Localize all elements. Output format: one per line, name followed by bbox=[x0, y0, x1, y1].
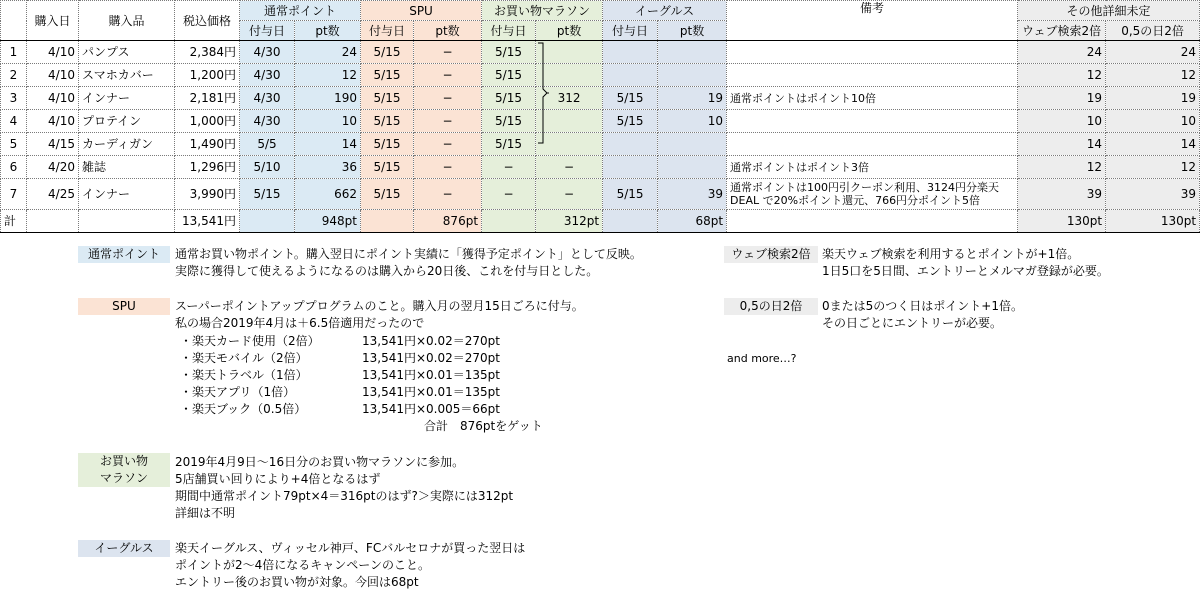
cell-n-date: 5/5 bbox=[240, 133, 295, 156]
cell-price: 2,384円 bbox=[175, 41, 240, 64]
cell-m-pt bbox=[536, 64, 603, 87]
spu-item-name: ・楽天モバイル（2倍） bbox=[180, 351, 308, 365]
note-line: 私の場合2019年4月は＋6.5倍適用だったので bbox=[175, 316, 425, 330]
note-line: 2019年4月9日〜16日分のお買い物マラソンに参加。 bbox=[175, 455, 465, 469]
table-row bbox=[1, 110, 1200, 133]
sub-web: ウェブ検索2倍 bbox=[1018, 21, 1106, 41]
total-d05: 130pt bbox=[1106, 210, 1200, 233]
note-line: 楽天ウェブ検索を利用するとポイントが+1倍。 bbox=[822, 247, 1080, 261]
spu-item-calc: 13,541円×0.01＝135pt bbox=[362, 368, 500, 382]
tag-marathon bbox=[78, 453, 170, 487]
points-table bbox=[0, 0, 1200, 233]
total-web: 130pt bbox=[1018, 210, 1106, 233]
cell-n-pt: 190 bbox=[295, 87, 361, 110]
cell-web: 12 bbox=[1018, 156, 1106, 179]
cell-date: 4/25 bbox=[27, 179, 79, 210]
cell-e-date: 5/15 bbox=[603, 87, 658, 110]
note-line: 通常お買い物ポイント。購入翌日にポイント実績に「獲得予定ポイント」として反映。 bbox=[175, 247, 642, 261]
cell-web: 24 bbox=[1018, 41, 1106, 64]
cell-s-pt: − bbox=[414, 110, 482, 133]
tag-spu: SPU bbox=[78, 298, 170, 315]
cell-s-date: 5/15 bbox=[361, 133, 414, 156]
note-line: 詳細は不明 bbox=[175, 506, 236, 520]
cell-item: スマホカバー bbox=[79, 64, 175, 87]
table-row bbox=[1, 133, 1200, 156]
spu-item-calc: 13,541円×0.01＝135pt bbox=[362, 385, 500, 399]
col-normal: 通常ポイント bbox=[240, 1, 361, 21]
cell-e-pt: 39 bbox=[658, 179, 727, 210]
note-line: エントリー後のお買い物が対象。今回は68pt bbox=[175, 575, 419, 589]
cell-date: 4/10 bbox=[27, 41, 79, 64]
cell-s-pt: − bbox=[414, 64, 482, 87]
note-normal bbox=[175, 246, 642, 280]
cell-date: 4/15 bbox=[27, 133, 79, 156]
spu-sum: 合計 876ptをゲット bbox=[424, 419, 543, 433]
cell-d05: 10 bbox=[1106, 110, 1200, 133]
cell-s-pt: − bbox=[414, 156, 482, 179]
cell-e-pt bbox=[658, 133, 727, 156]
cell-m-date: − bbox=[482, 179, 536, 210]
cell-price: 1,296円 bbox=[175, 156, 240, 179]
total-marathon-pt: 312pt bbox=[536, 210, 603, 233]
cell-n-date: 4/30 bbox=[240, 41, 295, 64]
cell-d05: 12 bbox=[1106, 64, 1200, 87]
cell-note bbox=[727, 110, 1018, 133]
cell-n-pt: 662 bbox=[295, 179, 361, 210]
cell-web: 14 bbox=[1018, 133, 1106, 156]
cell-m-date: 5/15 bbox=[482, 64, 536, 87]
note-more: and more…? bbox=[727, 352, 797, 365]
cell-m-pt: − bbox=[536, 179, 603, 210]
table-row bbox=[1, 64, 1200, 87]
sub-normal-pt: pt数 bbox=[295, 21, 361, 41]
cell-web: 19 bbox=[1018, 87, 1106, 110]
cell-item: プロテイン bbox=[79, 110, 175, 133]
cell-s-date: 5/15 bbox=[361, 64, 414, 87]
cell-note: 通常ポイントは100円引クーポン利用、3124円分楽天DEAL で20%ポイント還元、766円分ポイント5倍 bbox=[727, 179, 1018, 210]
table-row bbox=[1, 87, 1200, 110]
table-row bbox=[1, 41, 1200, 64]
sub-eagles-date: 付与日 bbox=[603, 21, 658, 41]
cell-e-date: 5/15 bbox=[603, 179, 658, 210]
cell-price: 2,181円 bbox=[175, 87, 240, 110]
cell-n-date: 4/30 bbox=[240, 110, 295, 133]
cell-no: 4 bbox=[1, 110, 27, 133]
cell-s-date: 5/15 bbox=[361, 156, 414, 179]
cell-d05: 24 bbox=[1106, 41, 1200, 64]
cell-m-date: 5/15 bbox=[482, 133, 536, 156]
tag-normal: 通常ポイント bbox=[78, 246, 170, 263]
cell-note bbox=[727, 41, 1018, 64]
spu-item-calc: 13,541円×0.005＝66pt bbox=[362, 402, 500, 416]
cell-d05: 19 bbox=[1106, 87, 1200, 110]
cell-item: パンプス bbox=[79, 41, 175, 64]
spu-item-name: ・楽天トラベル（1倍） bbox=[180, 368, 308, 382]
cell-no: 2 bbox=[1, 64, 27, 87]
note-spu bbox=[175, 298, 584, 332]
sub-spu-date: 付与日 bbox=[361, 21, 414, 41]
col-price: 税込価格 bbox=[175, 1, 240, 41]
cell-e-date bbox=[603, 64, 658, 87]
col-spu: SPU bbox=[361, 1, 482, 21]
note-d05 bbox=[822, 298, 1023, 332]
cell-date: 4/10 bbox=[27, 87, 79, 110]
cell-no: 3 bbox=[1, 87, 27, 110]
note-eagles bbox=[175, 540, 525, 591]
sub-normal-date: 付与日 bbox=[240, 21, 295, 41]
cell-n-date: 5/15 bbox=[240, 179, 295, 210]
cell-m-date: 5/15 bbox=[482, 87, 536, 110]
cell-note bbox=[727, 64, 1018, 87]
cell-s-pt: − bbox=[414, 41, 482, 64]
total-row bbox=[1, 210, 1200, 233]
tag-eagles: イーグルス bbox=[78, 540, 170, 557]
cell-e-pt bbox=[658, 64, 727, 87]
cell-d05: 39 bbox=[1106, 179, 1200, 210]
cell-n-pt: 14 bbox=[295, 133, 361, 156]
cell-n-pt: 10 bbox=[295, 110, 361, 133]
cell-item: カーディガン bbox=[79, 133, 175, 156]
spu-item-name: ・楽天ブック（0.5倍） bbox=[180, 402, 307, 416]
cell-n-pt: 12 bbox=[295, 64, 361, 87]
cell-n-pt: 24 bbox=[295, 41, 361, 64]
cell-m-date: 5/15 bbox=[482, 41, 536, 64]
header-row-top bbox=[1, 1, 1200, 21]
cell-date: 4/10 bbox=[27, 64, 79, 87]
note-line: 1日5口を5日間、エントリーとメルマガ登録が必要。 bbox=[822, 264, 1109, 278]
cell-date: 4/10 bbox=[27, 110, 79, 133]
cell-s-date: 5/15 bbox=[361, 41, 414, 64]
spu-item-name: ・楽天カード使用（2倍） bbox=[180, 334, 320, 348]
cell-price: 1,200円 bbox=[175, 64, 240, 87]
sub-marathon-pt: pt数 bbox=[536, 21, 603, 41]
cell-m-pt bbox=[536, 133, 603, 156]
note-line: 楽天イーグルス、ヴィッセル神戸、FCバルセロナが買った翌日は bbox=[175, 541, 526, 555]
table-row bbox=[1, 156, 1200, 179]
cell-date: 4/20 bbox=[27, 156, 79, 179]
cell-note bbox=[727, 133, 1018, 156]
cell-e-date bbox=[603, 41, 658, 64]
cell-e-pt: 19 bbox=[658, 87, 727, 110]
cell-s-date: 5/15 bbox=[361, 179, 414, 210]
cell-s-date: 5/15 bbox=[361, 110, 414, 133]
spu-item-name: ・楽天アプリ（1倍） bbox=[180, 385, 296, 399]
cell-d05: 14 bbox=[1106, 133, 1200, 156]
cell-no: 7 bbox=[1, 179, 27, 210]
tag-marathon-line: マラソン bbox=[99, 471, 148, 485]
note-line: 実際に獲得して使えるようになるのは購入から20日後、これを付与日とした。 bbox=[175, 264, 599, 278]
total-price: 13,541円 bbox=[175, 210, 240, 233]
cell-s-date: 5/15 bbox=[361, 87, 414, 110]
cell-d05: 12 bbox=[1106, 156, 1200, 179]
cell-m-date: − bbox=[482, 156, 536, 179]
tag-d05: 0,5の日2倍 bbox=[724, 298, 818, 315]
cell-m-pt: 312 bbox=[536, 87, 603, 110]
cell-m-pt bbox=[536, 41, 603, 64]
cell-e-date: 5/15 bbox=[603, 110, 658, 133]
sub-eagles-pt: pt数 bbox=[658, 21, 727, 41]
total-label: 計 bbox=[1, 210, 27, 233]
cell-e-pt bbox=[658, 41, 727, 64]
note-line: その日ごとにエントリーが必要。 bbox=[822, 316, 1003, 330]
cell-e-pt bbox=[658, 156, 727, 179]
cell-no: 1 bbox=[1, 41, 27, 64]
cell-e-date bbox=[603, 156, 658, 179]
cell-n-pt: 36 bbox=[295, 156, 361, 179]
cell-n-date: 5/10 bbox=[240, 156, 295, 179]
cell-no: 6 bbox=[1, 156, 27, 179]
cell-web: 12 bbox=[1018, 64, 1106, 87]
col-marathon: お買い物マラソン bbox=[482, 1, 603, 21]
note-line: 0または5のつく日はポイント+1倍。 bbox=[822, 299, 1023, 313]
cell-m-date: 5/15 bbox=[482, 110, 536, 133]
cell-note: 通常ポイントはポイント10倍 bbox=[727, 87, 1018, 110]
cell-m-pt bbox=[536, 110, 603, 133]
spu-item-calc: 13,541円×0.02＝270pt bbox=[362, 351, 500, 365]
cell-n-date: 4/30 bbox=[240, 87, 295, 110]
cell-web: 39 bbox=[1018, 179, 1106, 210]
col-eagles: イーグルス bbox=[603, 1, 727, 21]
sub-spu-pt: pt数 bbox=[414, 21, 482, 41]
cell-item: 雑誌 bbox=[79, 156, 175, 179]
cell-s-pt: − bbox=[414, 87, 482, 110]
cell-e-pt: 10 bbox=[658, 110, 727, 133]
cell-price: 3,990円 bbox=[175, 179, 240, 210]
cell-price: 1,490円 bbox=[175, 133, 240, 156]
cell-item: インナー bbox=[79, 87, 175, 110]
spu-item-calc: 13,541円×0.02＝270pt bbox=[362, 334, 500, 348]
cell-s-pt: − bbox=[414, 179, 482, 210]
sub-d05: 0,5の日2倍 bbox=[1106, 21, 1200, 41]
total-eagles-pt: 68pt bbox=[658, 210, 727, 233]
col-notes: 備考 bbox=[727, 1, 1018, 41]
total-spu-pt: 876pt bbox=[414, 210, 482, 233]
tag-marathon-line: お買い物 bbox=[99, 454, 148, 468]
cell-note: 通常ポイントはポイント3倍 bbox=[727, 156, 1018, 179]
col-date: 購入日 bbox=[27, 1, 79, 41]
cell-s-pt: − bbox=[414, 133, 482, 156]
note-line: スーパーポイントアッププログラムのこと。購入月の翌月15日ごろに付与。 bbox=[175, 299, 584, 313]
col-item: 購入品 bbox=[79, 1, 175, 41]
note-marathon bbox=[175, 454, 513, 522]
tag-web: ウェブ検索2倍 bbox=[724, 246, 818, 263]
note-line: 5店舗買い回りにより+4倍となるはず bbox=[175, 472, 381, 486]
cell-price: 1,000円 bbox=[175, 110, 240, 133]
cell-no: 5 bbox=[1, 133, 27, 156]
sub-marathon-date: 付与日 bbox=[482, 21, 536, 41]
cell-m-pt: − bbox=[536, 156, 603, 179]
table-row bbox=[1, 179, 1200, 210]
cell-n-date: 4/30 bbox=[240, 64, 295, 87]
note-web bbox=[822, 246, 1109, 280]
cell-e-date bbox=[603, 133, 658, 156]
note-line: ポイントが2〜4倍になるキャンペーンのこと。 bbox=[175, 558, 431, 572]
col-other: その他詳細未定 bbox=[1018, 1, 1200, 21]
note-line: 期間中通常ポイント79pt×4＝316ptのはず?＞実際には312pt bbox=[175, 489, 514, 503]
cell-web: 10 bbox=[1018, 110, 1106, 133]
cell-item: インナー bbox=[79, 179, 175, 210]
total-normal-pt: 948pt bbox=[295, 210, 361, 233]
